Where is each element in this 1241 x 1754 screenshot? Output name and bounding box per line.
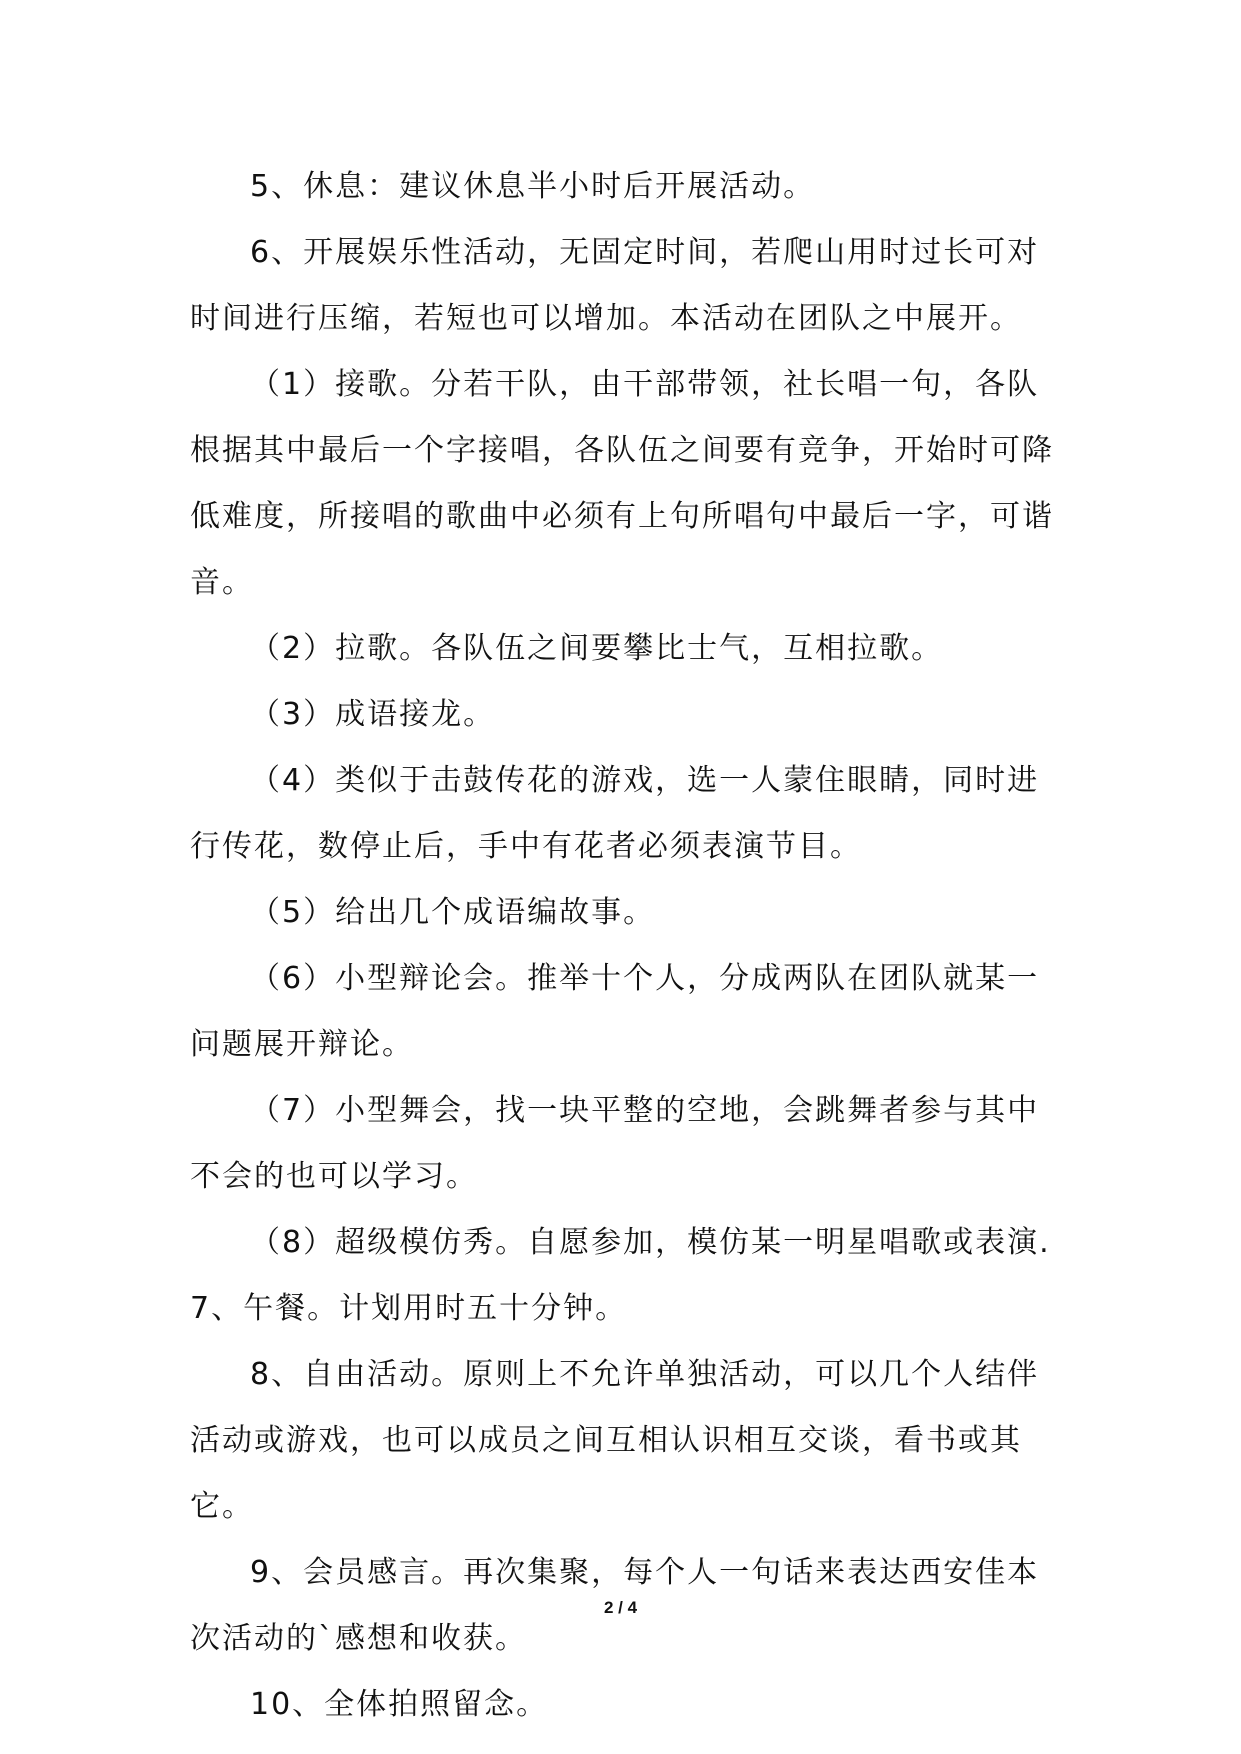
paragraph-pass-flower: （4）类似于击鼓传花的游戏，选一人蒙住眼睛，同时进行传花，数停止后，手中有花者必须表演节目。 (190, 763, 1040, 864)
paragraph-member-remarks: 9、会员感言。再次集聚，每个人一句话来表达西安佳本次活动的`感想和收获。 (190, 1555, 1040, 1656)
paragraph-rest: 5、休息：建议休息半小时后开展活动。 (250, 169, 816, 204)
paragraph-imitation-show: （8）超级模仿秀。自愿参加，模仿某一明星唱歌或表演.7、午餐。计划用时五十分钟。 (190, 1225, 1051, 1326)
paragraph-entertainment: 6、开展娱乐性活动，无固定时间，若爬山用时过长可对时间进行压缩，若短也可以增加。本活动在团队之中展开。 (190, 235, 1040, 336)
paragraph-song-contest: （2）拉歌。各队伍之间要攀比士气，互相拉歌。 (250, 631, 944, 666)
paragraph-free-activity: 8、自由活动。原则上不允许单独活动，可以几个人结伴活动或游戏，也可以成员之间互相认识相互交谈，看书或其它。 (190, 1357, 1040, 1524)
paragraph-debate: （6）小型辩论会。推举十个人，分成两队在团队就某一问题展开辩论。 (190, 961, 1040, 1062)
document-body (190, 154, 1070, 1738)
page-number: 2 / 4 (603, 1598, 638, 1617)
paragraph-dance: （7）小型舞会，找一块平整的空地，会跳舞者参与其中不会的也可以学习。 (190, 1093, 1040, 1194)
paragraph-song-relay: （1）接歌。分若干队，由干部带领，社长唱一句，各队根据其中最后一个字接唱，各队伍之间要有竞争，开始时可降低难度，所接唱的歌曲中必须有上句所唱句中最后一字，可谐音。 (190, 367, 1054, 600)
paragraph-group-photo: 10、全体拍照留念。 (250, 1687, 549, 1722)
paragraph-idiom-story: （5）给出几个成语编故事。 (250, 895, 656, 930)
paragraph-idiom-chain: （3）成语接龙。 (250, 697, 496, 732)
